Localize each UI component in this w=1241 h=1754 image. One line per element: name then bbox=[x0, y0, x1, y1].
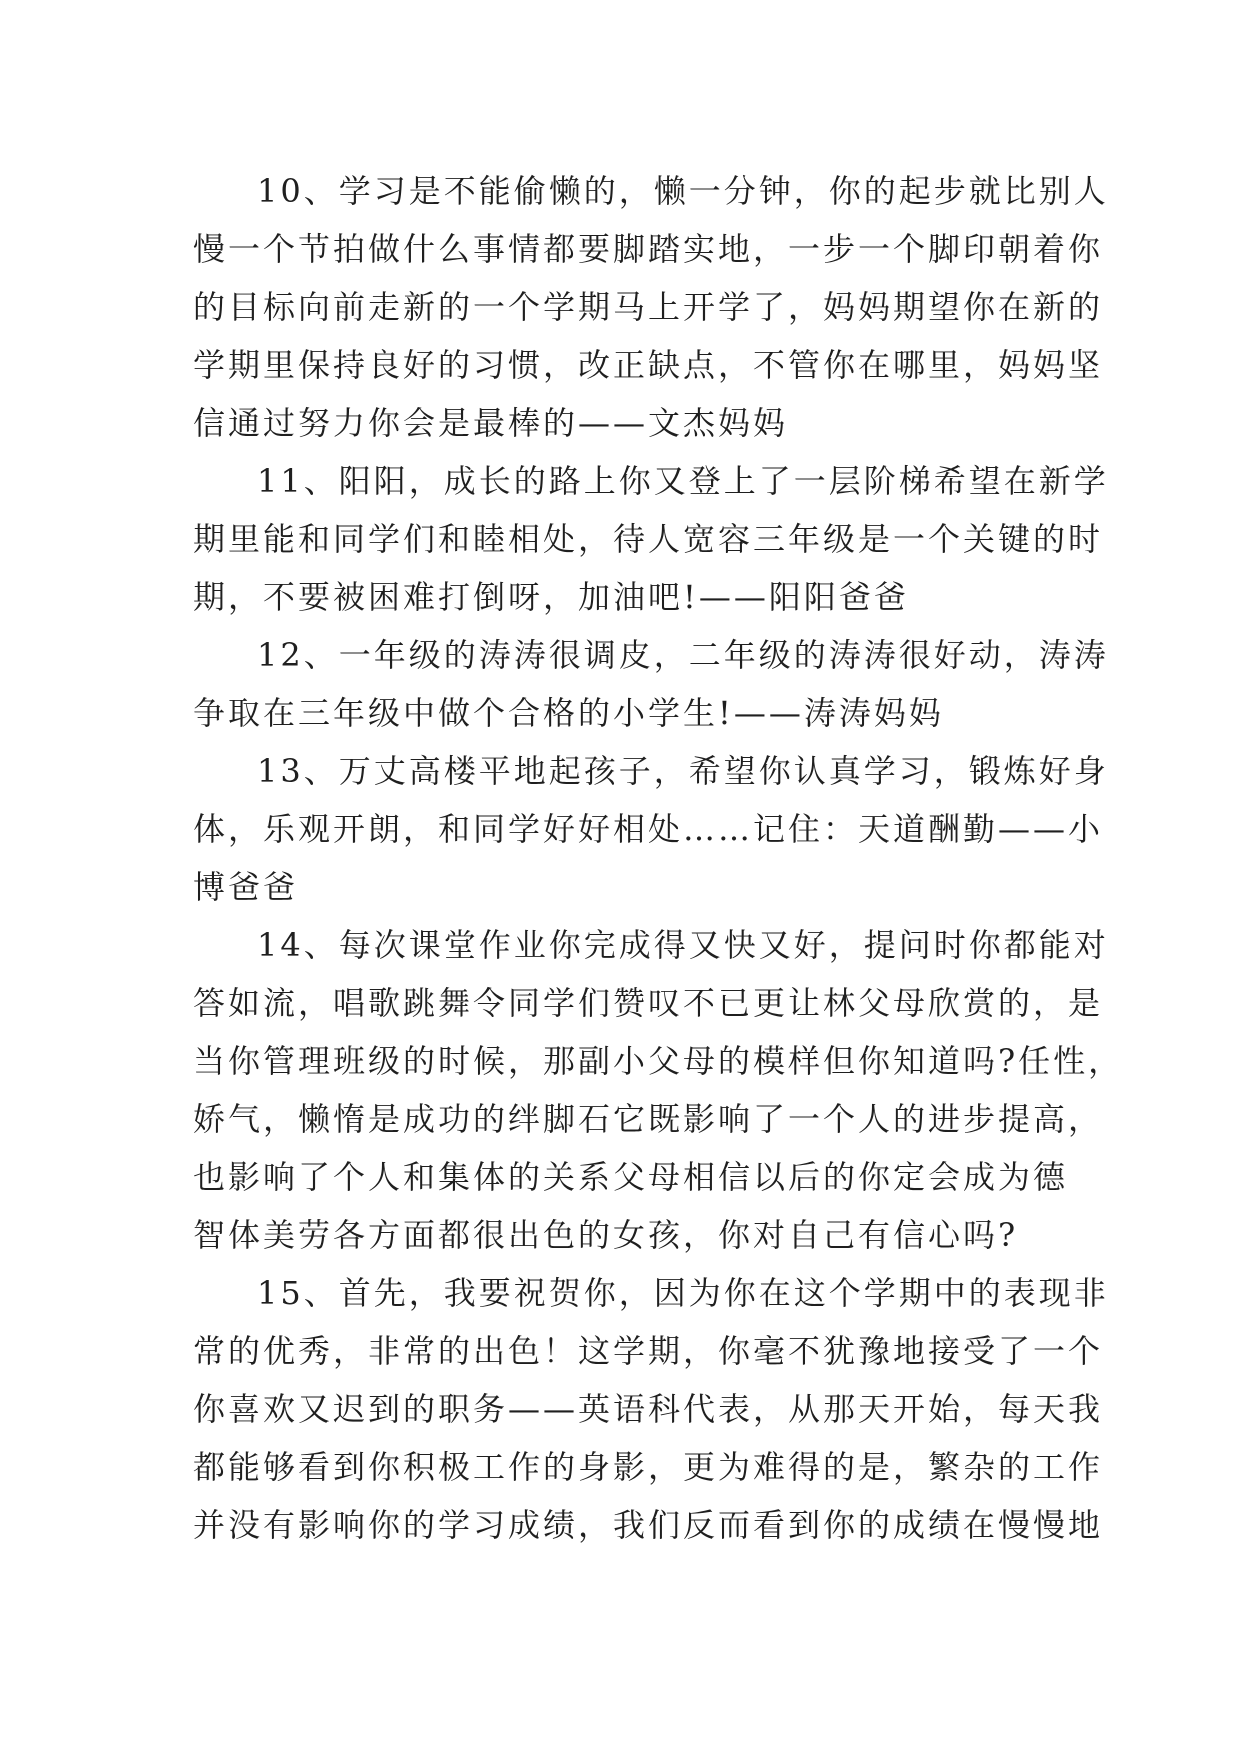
paragraph-13 bbox=[193, 742, 1109, 916]
text-line: 你喜欢又迟到的职务——英语科代表，从那天开始，每天我 bbox=[193, 1390, 1104, 1428]
paragraph-12 bbox=[193, 626, 1109, 742]
document-body bbox=[193, 162, 1124, 1554]
paragraph-10 bbox=[193, 162, 1109, 452]
text-line: 信通过努力你会是最棒的——文杰妈妈 bbox=[193, 404, 789, 442]
text-line: 13、万丈高楼平地起孩子，希望你认真学习，锻炼好身 bbox=[257, 752, 1109, 790]
text-line: 常的优秀，非常的出色！这学期，你毫不犹豫地接受了一个 bbox=[193, 1332, 1104, 1370]
text-line: 14、每次课堂作业你完成得又快又好，提问时你都能对 bbox=[257, 926, 1109, 964]
text-line: 都能够看到你积极工作的身影，更为难得的是，繁杂的工作 bbox=[193, 1448, 1104, 1486]
text-line: 期，不要被困难打倒呀，加油吧!——阳阳爸爸 bbox=[193, 578, 909, 616]
paragraph-11 bbox=[193, 452, 1109, 626]
text-line: 学期里保持良好的习惯，改正缺点，不管你在哪里，妈妈坚 bbox=[193, 346, 1104, 384]
text-line: 博爸爸 bbox=[193, 868, 299, 906]
text-line: 期里能和同学们和睦相处，待人宽容三年级是一个关键的时 bbox=[193, 520, 1104, 558]
text-line: 当你管理班级的时候，那副小父母的模样但你知道吗?任性， bbox=[193, 1042, 1124, 1080]
text-line: 答如流，唱歌跳舞令同学们赞叹不已更让林父母欣赏的，是 bbox=[193, 984, 1104, 1022]
text-line: 娇气，懒惰是成功的绊脚石它既影响了一个人的进步提高， bbox=[193, 1100, 1104, 1138]
paragraph-15 bbox=[193, 1264, 1109, 1554]
text-line: 体，乐观开朗，和同学好好相处……记住：天道酬勤——小 bbox=[193, 810, 1104, 848]
paragraph-14 bbox=[193, 916, 1124, 1264]
text-line: 的目标向前走新的一个学期马上开学了，妈妈期望你在新的 bbox=[193, 288, 1104, 326]
text-line: 12、一年级的涛涛很调皮，二年级的涛涛很好动，涛涛 bbox=[257, 636, 1109, 674]
text-line: 10、学习是不能偷懒的，懒一分钟，你的起步就比别人 bbox=[257, 172, 1109, 210]
text-line: 慢一个节拍做什么事情都要脚踏实地，一步一个脚印朝着你 bbox=[193, 230, 1104, 268]
text-line: 11、阳阳，成长的路上你又登上了一层阶梯希望在新学 bbox=[257, 462, 1109, 500]
text-line: 也影响了个人和集体的关系父母相信以后的你定会成为德 bbox=[193, 1158, 1069, 1196]
text-line: 并没有影响你的学习成绩，我们反而看到你的成绩在慢慢地 bbox=[193, 1506, 1104, 1544]
text-line: 争取在三年级中做个合格的小学生!——涛涛妈妈 bbox=[193, 694, 944, 732]
text-line: 15、首先，我要祝贺你，因为你在这个学期中的表现非 bbox=[257, 1274, 1109, 1312]
text-line: 智体美劳各方面都很出色的女孩，你对自己有信心吗? bbox=[193, 1216, 1019, 1254]
